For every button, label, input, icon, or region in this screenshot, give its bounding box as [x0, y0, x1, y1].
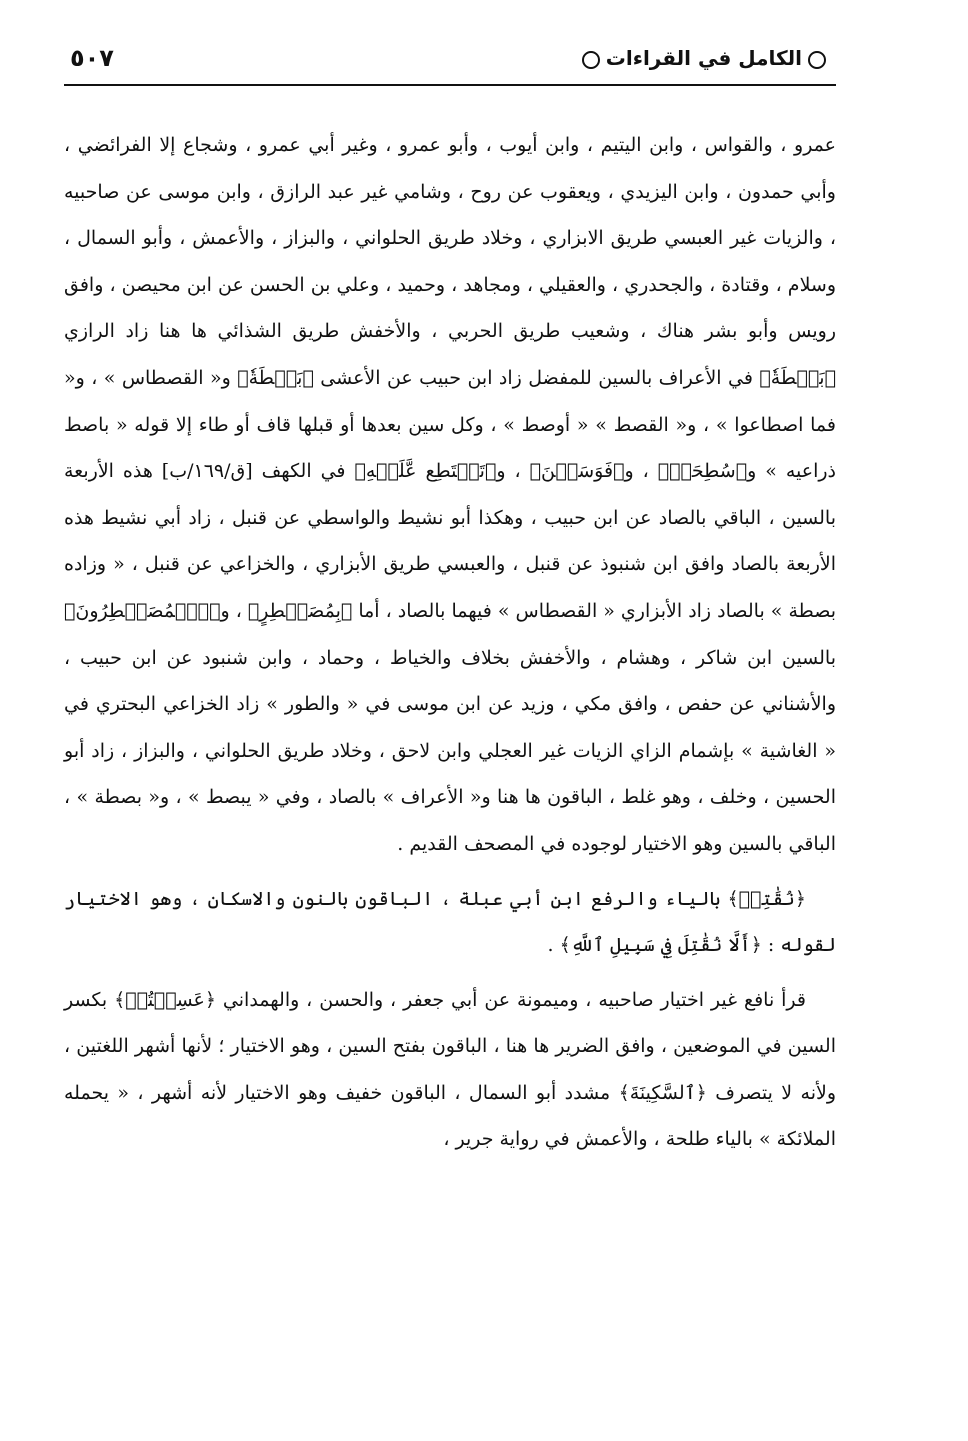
paragraph: ﴿نُقَٰتِلۡ﴾ بالياء والرفع ابن أبي عبلة ، الباقون بالنون والاسكان ، وهو الاختيار لقوله : ﴿أَلَّا نُقَٰتِلَ فِي سَبِيلِ ٱللَّهِ﴾ .: [64, 887, 836, 957]
book-page: [64, 34, 836, 1374]
running-title: [576, 46, 832, 70]
circle-ornament-icon: [808, 51, 826, 69]
page-header: [64, 34, 836, 86]
paragraph: عمرو ، والقواس ، وابن اليتيم ، وابن أيوب ، وأبو عمرو ، وغير أبي عمرو ، وشجاع إلا الفرائضي ، وأبي حمدون ، وابن اليزيدي ، ويعقوب عن روح ، وشامي غير عبد الرازق ، وابن موسى عن صاحبيه ، والزيات غير العبسي طريق الابزاري ، وخلاد طريق الحلواني ، والبزاز ، والأعمش ، وأبو السمال ، وسلام ، وقتادة ، والجحدري ، والعقيلي ، ومجاهد ، وحميد ، وعلي بن الحسن عن ابن محيصن ، وافق رويس وأبو بشر هناك ، وشعيب طريق الحربي ، والأخفش طريق الشذائي ها هنا زاد الرازي ﴿بَسۡطَةٗ﴾ في الأعراف بالسين للمفضل زاد ابن حبيب عن الأعشى ﴿بَسۡطَةٗ﴾ و« القصطاس » ، و« فما اصطاعوا » ، و« القصط » « أوصط » ، وكل سين بعدها أو قبلها قاف أو طاء إلا قوله « باصط ذراعيه » و﴿سُطِحَتۡ﴾ ، و﴿فَوَسَطۡنَ﴾ ، و﴿تَسۡتَطِع عَّلَيۡهِ﴾ في الكهف [ق/١٦٩/ب] هذه الأربعة بالسين ، الباقي بالصاد عن ابن حبيب ، وهكذا أبو نشيط والواسطي عن قنبل ، زاد أبي نشيط هذه الأربعة بالصاد وافق ابن شنبوذ عن قنبل ، والعبسي طريق الأبزاري ، والخزاعي عن قنبل ، « وزاده بصطة » بالصاد زاد الأبزاري « القصطاس » فيهما بالصاد ، أما ﴿بِمُصَيۡطِرٍ﴾ ، و﴿ٱلۡمُصَيۡطِرُونَ﴾ بالسين ابن شاكر ، وهشام ، والأخفش بخلاف والخياط ، وحماد ، وابن شنبود عن ابن حبيب ، والأشناني عن حفص ، وافق مكي ، وزيد عن ابن موسى في « والطور » زاد الخزاعي البحتري في « الغاشية » بإشمام الزاي الزيات غير العجلي وابن لاحق ، وخلاد طريق الحلواني ، والبزاز ، زاد أبو الحسين ، وخلف ، وهو غلط ، الباقون ها هنا و« الأعراف » بالصاد ، وفي « يبصط » ، و« بصطة » ، الباقي بالسين وهو الاختيار لوجوده في المصحف القديم .: [64, 134, 836, 855]
running-title-text: الكامل في القراءات: [605, 46, 802, 70]
header-rule: [64, 84, 836, 86]
circle-ornament-icon: [582, 51, 600, 69]
page-body: [64, 122, 836, 1163]
page-number: ٥٠٧: [70, 44, 114, 72]
paragraph: قرأ نافع غير اختيار صاحبيه ، وميمونة عن أبي جعفر ، والحسن ، والهمداني ﴿عَسِيۡتُمۡ﴾ بكسر السين في الموضعين ، وافق الضرير ها هنا ، الباقون بفتح السين ، وهو الاختيار ؛ لأنها أشهر اللغتين ، ولأنه لا يتصرف ﴿ٱلسَّكِينَةَ﴾ مشدد أبو السمال ، الباقون خفيف وهو الاختيار لأنه أشهر ، « يحمله الملائكة » بالياء طلحة ، والأعمش في رواية جرير ،: [64, 988, 836, 1151]
